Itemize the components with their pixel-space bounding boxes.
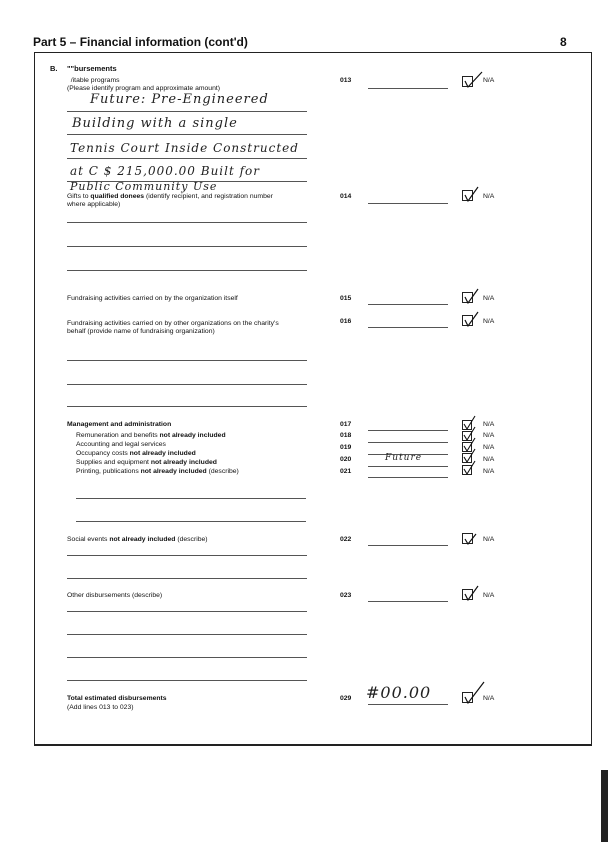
writing-line bbox=[67, 634, 307, 635]
line-017-code: 017 bbox=[340, 421, 352, 428]
mgmt-item-018-label: Accounting and legal services bbox=[76, 441, 166, 448]
line-021-code: 021 bbox=[340, 468, 352, 475]
writing-line bbox=[67, 657, 307, 658]
line-023-answer-field[interactable] bbox=[368, 601, 448, 602]
line-020-answer-field[interactable] bbox=[368, 466, 448, 467]
line-018-code: 018 bbox=[340, 432, 352, 439]
checkmark-icon bbox=[462, 311, 484, 329]
writing-line bbox=[67, 406, 307, 407]
handwritten-line-2: Building with a single bbox=[72, 116, 238, 131]
line-013-code: 013 bbox=[340, 77, 352, 84]
writing-line bbox=[67, 578, 307, 579]
handwritten-line-1: Future: Pre-Engineered bbox=[90, 92, 269, 107]
other-disbursements-label: Other disbursements (describe) bbox=[67, 592, 163, 599]
scan-edge-mark bbox=[601, 770, 608, 842]
total-disbursements-title: Total estimated disbursements bbox=[67, 695, 167, 702]
writing-line bbox=[67, 158, 307, 159]
line-015-na-label: N/A bbox=[483, 295, 495, 302]
section-title: ""bursements bbox=[67, 64, 117, 73]
line-029-answer-field[interactable] bbox=[368, 704, 448, 705]
section-letter: B. bbox=[50, 64, 58, 73]
management-administration-title: Management and administration bbox=[67, 421, 172, 428]
line-023-na-checkbox[interactable] bbox=[462, 589, 473, 600]
line-029-na-checkbox[interactable] bbox=[462, 692, 473, 703]
line-014-answer-field[interactable] bbox=[368, 203, 448, 204]
writing-line bbox=[67, 555, 307, 556]
line-016-answer-field[interactable] bbox=[368, 327, 448, 328]
line-022-na-label: N/A bbox=[483, 536, 495, 543]
writing-line bbox=[67, 270, 307, 271]
line-019-na-label: N/A bbox=[483, 444, 495, 451]
page-number: 8 bbox=[560, 35, 567, 49]
line-029-na-label: N/A bbox=[483, 695, 495, 702]
writing-line bbox=[76, 498, 306, 499]
checkmark-icon bbox=[462, 585, 484, 603]
line-018-answer-field[interactable] bbox=[368, 442, 448, 443]
social-events-label: Social events not already included (describe) bbox=[67, 536, 208, 543]
mgmt-item-020-label: Supplies and equipment not already included bbox=[76, 459, 217, 466]
mgmt-item-019-label: Occupancy costs not already included bbox=[76, 450, 196, 457]
line-015-code: 015 bbox=[340, 295, 352, 302]
line-019-code: 019 bbox=[340, 444, 352, 451]
line-014-code: 014 bbox=[340, 193, 352, 200]
checkmark-icon bbox=[462, 529, 484, 547]
line-015-na-checkbox[interactable] bbox=[462, 292, 473, 303]
mgmt-item-021-label: Printing, publications not already included (describe) bbox=[76, 468, 239, 475]
line-023-code: 023 bbox=[340, 592, 352, 599]
mgmt-item-017-label: Remuneration and benefits not already included bbox=[76, 432, 226, 439]
line-020-handwritten-answer: Future bbox=[385, 453, 423, 463]
line-016-na-checkbox[interactable] bbox=[462, 315, 473, 326]
fundraising-self-label: Fundraising activities carried on by the organization itself bbox=[67, 295, 238, 302]
line-014-na-label: N/A bbox=[483, 193, 495, 200]
checkmark-icon bbox=[462, 288, 484, 306]
line-021-na-label: N/A bbox=[483, 468, 495, 475]
charitable-programs-label: /itable programs (Please identify program and approximate amount) bbox=[67, 77, 221, 93]
line-016-na-label: N/A bbox=[483, 318, 495, 325]
writing-line bbox=[67, 611, 307, 612]
gifts-qualified-donees-label: Gifts to qualified donees (identify recipient, and registration number where applicable) bbox=[67, 193, 273, 209]
line-022-na-checkbox[interactable] bbox=[462, 533, 473, 544]
total-disbursements-subtitle: (Add lines 013 to 023) bbox=[67, 704, 134, 711]
writing-line bbox=[67, 360, 307, 361]
writing-line bbox=[67, 134, 307, 135]
checkmark-icon bbox=[462, 72, 484, 90]
line-020-code: 020 bbox=[340, 456, 352, 463]
line-029-handwritten-answer: #00.00 bbox=[366, 683, 432, 702]
line-029-code: 029 bbox=[340, 695, 352, 702]
line-013-na-checkbox[interactable] bbox=[462, 76, 473, 87]
line-017-na-label: N/A bbox=[483, 421, 495, 428]
line-022-code: 022 bbox=[340, 536, 352, 543]
form-frame bbox=[34, 52, 592, 746]
line-013-answer-field[interactable] bbox=[368, 88, 448, 89]
line-021-answer-field[interactable] bbox=[368, 477, 448, 478]
writing-line bbox=[67, 222, 307, 223]
line-013-na-label: N/A bbox=[483, 77, 495, 84]
line-018-na-label: N/A bbox=[483, 432, 495, 439]
writing-line bbox=[67, 384, 307, 385]
writing-line bbox=[76, 521, 306, 522]
line-023-na-label: N/A bbox=[483, 592, 495, 599]
line-021-na-checkbox[interactable] bbox=[462, 465, 472, 475]
line-015-answer-field[interactable] bbox=[368, 304, 448, 305]
page-title: Part 5 – Financial information (cont'd) bbox=[33, 35, 248, 49]
writing-line bbox=[67, 680, 307, 681]
handwritten-line-5: Public Community Use bbox=[70, 180, 218, 193]
line-017-answer-field[interactable] bbox=[368, 430, 448, 431]
checkmark-icon bbox=[462, 186, 484, 204]
writing-line bbox=[67, 111, 307, 112]
line-020-na-label: N/A bbox=[483, 456, 495, 463]
writing-line bbox=[67, 246, 307, 247]
line-016-code: 016 bbox=[340, 318, 352, 325]
handwritten-line-3: Tennis Court Inside Constructed bbox=[70, 141, 299, 155]
handwritten-line-4: at C $ 215,000.00 Built for bbox=[70, 164, 261, 178]
line-014-na-checkbox[interactable] bbox=[462, 190, 473, 201]
checkmark-icon bbox=[462, 461, 484, 479]
line-022-answer-field[interactable] bbox=[368, 545, 448, 546]
fundraising-others-label: Fundraising activities carried on by other organizations on the charity's behalf (provide name of fundraising organization) bbox=[67, 320, 279, 336]
